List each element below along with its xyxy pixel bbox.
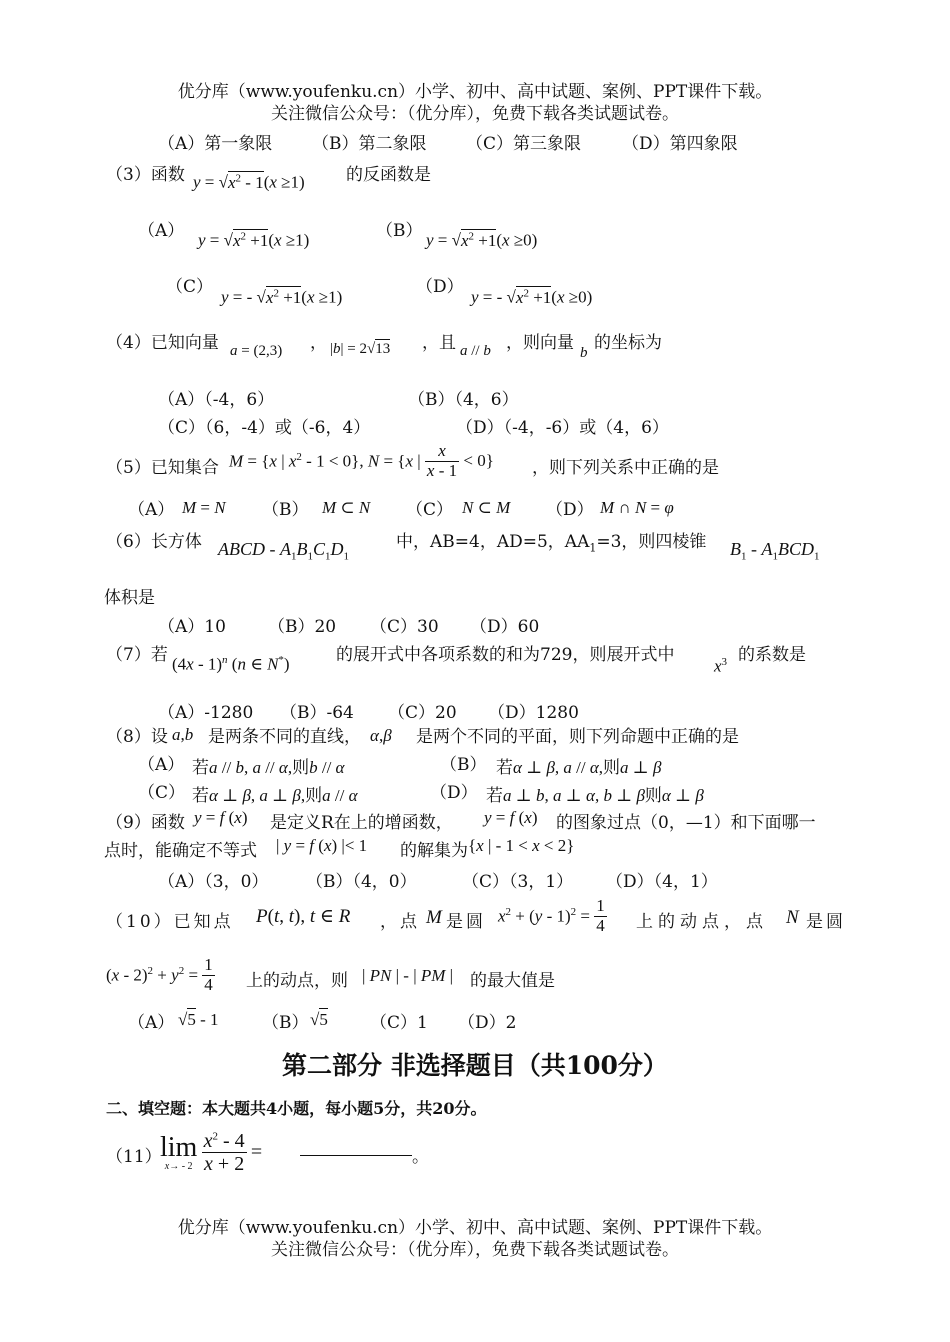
q8-label: （8）设 [106, 727, 168, 747]
header-line-1: 优分库（www.youfenku.cn）小学、初中、高中试题、案例、PPT课件下载。 [177, 82, 773, 102]
q8-c-formula: 若α ⊥ β, a ⊥ β,则a // α [192, 786, 358, 805]
q4-comma: ， [310, 333, 327, 353]
q2-option-b: （B）第二象限 [312, 134, 427, 154]
q10-mid1: ，点 [380, 912, 420, 932]
q5-label: （5）已知集合 [106, 458, 219, 478]
q7-mid: 的展开式中各项系数的和为729，则展开式中 [336, 645, 675, 665]
q10-a-formula: √5 - 1 [178, 1010, 219, 1029]
q6-pyramid: $B_1 - A_1BCD_1$ [730, 539, 820, 563]
q3-b-formula: $y = √x^2 +1(x \ge 0)$ [426, 230, 538, 250]
q10-option-c: （C）1 [370, 1013, 428, 1033]
q6-option-b: （B）20 [268, 617, 337, 637]
q6-prism: ABCD - $A_1B_1C_1D_1$ [218, 539, 350, 563]
q5-c-formula: N ⊂ M [462, 498, 511, 517]
q3-suffix: 的反函数是 [346, 165, 431, 185]
q5-a-formula: M = N [182, 498, 226, 517]
q10-n: N [786, 907, 799, 928]
q6-option-d: （D）60 [470, 617, 540, 637]
q3-b-label: （B） [376, 221, 423, 241]
q10-line2: 上的动点，则 [246, 971, 348, 991]
q3-c-label: （C） [166, 277, 214, 297]
q6-tail: 体积是 [104, 588, 155, 608]
q7-expression: (4x - 1)$^n$ (n ∈ N*) [172, 654, 290, 674]
section-subtitle: 二、填空题：本大题共4小题，每小题5分，共20分。 [106, 1099, 487, 1118]
q3-label: （3）函数 [106, 165, 185, 185]
q7-x3: $x^3$ [714, 656, 728, 676]
q4-label: （4）已知向量 [106, 333, 219, 353]
q10-a-label: （A） [128, 1013, 175, 1033]
footer-line-2: 关注微信公众号：（优分库），免费下载各类试题试卷。 [271, 1240, 679, 1260]
q6-mid: 中，AB=4，AD=5，$AA_1=3$，则四棱锥 [396, 532, 707, 555]
q5-b-formula: M ⊂ N [322, 498, 371, 517]
q8-tail: 是两个不同的平面，则下列命题中正确的是 [416, 727, 739, 747]
q9-inequality: | y = f (x) |< 1 [276, 836, 368, 855]
q9-option-c: （C）（3，1） [462, 872, 574, 892]
q3-a-formula: $y = √x^2 +1(x \ge 1)$ [198, 230, 310, 250]
q9-solution-set: {x | - 1 < x < 2} [468, 836, 575, 855]
q7-tail: 的系数是 [738, 645, 806, 665]
q3-d-formula: y = - $√x^2 +1(x \ge 0)$ [471, 287, 593, 307]
header-line-2: 关注微信公众号：（优分库），免费下载各类试题试卷。 [271, 104, 679, 124]
q8-d-formula: 若a ⊥ b, a ⊥ α, b ⊥ β则α ⊥ β [486, 786, 704, 805]
q7-option-a: （A）-1280 [158, 703, 254, 723]
q10-mid4: 是圆 [806, 912, 846, 932]
q5-d-formula: M ∩ N = φ [600, 498, 674, 517]
footer-line-1: 优分库（www.youfenku.cn）小学、初中、高中试题、案例、PPT课件下载。 [177, 1218, 773, 1238]
q5-a-label: （A） [128, 500, 175, 520]
q5-tail: ，则下列关系中正确的是 [532, 458, 719, 478]
q7-option-c: （C）20 [388, 703, 457, 723]
q7-option-d: （D）1280 [488, 703, 579, 723]
q4-option-b: （B）（4，6） [408, 390, 519, 410]
q11-end: 。 [412, 1147, 429, 1167]
q7-label: （7）若 [106, 645, 168, 665]
q10-mid3: 上的动点，点 [636, 912, 768, 932]
q4-b-magnitude: |b| = 2√13 [330, 341, 391, 357]
q2-option-c: （C）第三象限 [466, 134, 582, 154]
q10-b-label: （B） [262, 1013, 309, 1033]
q8-a-label: （A） [138, 755, 185, 775]
q8-planes: α,β [370, 726, 392, 745]
q4-b: b [580, 345, 588, 361]
q3-formula: $y = √x^2 - 1(x \ge 1)$ [193, 172, 305, 192]
q10-b-formula: √5 [310, 1010, 328, 1029]
q4-then: ，则向量 [506, 333, 574, 353]
q4-option-a: （A）（-4，6） [158, 390, 275, 410]
q10-label: （10）已知点 [106, 912, 234, 932]
q8-mid: 是两条不同的直线， [208, 727, 361, 747]
q9-line1a: （9）函数 [106, 813, 185, 833]
q4-option-d: （D）（-4，-6）或（4，6） [456, 418, 669, 438]
q10-mid2: 是圆 [446, 912, 486, 932]
q10-m: M [426, 907, 442, 928]
section-title: 第二部分 非选择题目（共100分） [282, 1051, 668, 1080]
q4-tail: 的坐标为 [594, 333, 662, 353]
q8-d-label: （D） [430, 783, 478, 803]
q6-label: （6）长方体 [106, 532, 202, 552]
q6-option-c: （C）30 [370, 617, 439, 637]
q5-b-label: （B） [262, 500, 309, 520]
q8-b-label: （B） [440, 755, 487, 775]
q7-option-b: （B）-64 [280, 703, 354, 723]
q9-line2a: 点时，能确定不等式 [104, 841, 257, 861]
q10-tail: 的最大值是 [470, 971, 555, 991]
q8-b-formula: 若α ⊥ β, a // α,则a ⊥ β [496, 758, 662, 777]
q9-line1b: 是定义R在上的增函数， [270, 813, 453, 833]
q3-d-label: （D） [416, 277, 464, 297]
q8-ab: a,b [172, 725, 194, 744]
q4-parallel: a // b [460, 343, 491, 359]
q11-limit: lim x→ - 2 $\frac{x^2 - 4}{x + 2}$ = [160, 1130, 263, 1175]
q5-c-label: （C） [406, 500, 454, 520]
q8-a-formula: 若a // b, a // α,则b // α [192, 758, 345, 777]
q9-option-d: （D）（4，1） [606, 872, 718, 892]
q9-line2b: 的解集为 [400, 841, 468, 861]
q10-distance: | PN | - | PM | [362, 966, 454, 985]
q5-sets: M = {x | $x^2 - 1 < 0$}, N = {x | $\frac{x}{x - 1}$ < 0} [229, 441, 494, 480]
q9-option-b: （B）（4，0） [306, 872, 417, 892]
q9-fx1: y = f (x) [194, 808, 248, 827]
q4-vector-a: a = (2,3) [230, 343, 283, 359]
q11-answer-blank[interactable] [300, 1155, 412, 1156]
q4-and: ，且 [422, 333, 456, 353]
q9-option-a: （A）（3，0） [158, 872, 269, 892]
q3-c-formula: y = - $√x^2 +1(x \ge 1)$ [221, 287, 343, 307]
q10-option-d: （D）2 [458, 1013, 517, 1033]
q2-option-d: （D）第四象限 [622, 134, 738, 154]
q10-point-p: P(t, t), t ∈ R [256, 906, 351, 927]
q8-c-label: （C） [138, 783, 186, 803]
q10-circle-2: $(x - 2)^2 + y^2$ = $\frac{1}{4}$ [106, 955, 213, 994]
q11-label: （11） [106, 1147, 162, 1167]
q4-option-c: （C）（6，-4）或（-6，4） [158, 418, 371, 438]
q9-fx2: y = f (x) [484, 808, 538, 827]
q3-a-label: （A） [138, 221, 185, 241]
q6-option-a: （A）10 [158, 617, 226, 637]
q5-d-label: （D） [546, 500, 594, 520]
q9-line1c: 的图象过点（0，—1）和下面哪一 [556, 813, 816, 833]
q2-option-a: （A）第一象限 [158, 134, 273, 154]
q10-circle-1: $x^2 + (y - 1)^2$ = $\frac{1}{4}$ [498, 896, 605, 935]
